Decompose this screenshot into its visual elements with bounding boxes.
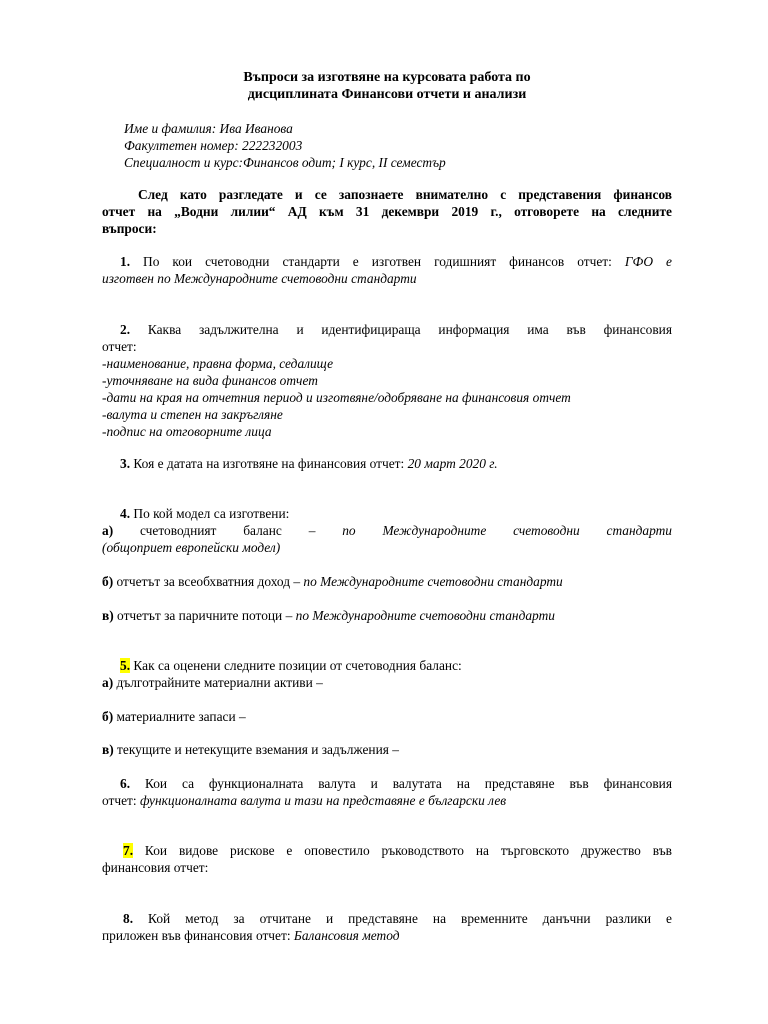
sub-item-label: в): [102, 742, 114, 757]
question-text: Кой метод за отчитане и представяне на временните данъчни разлики е: [133, 911, 672, 926]
answer-text: ГФО е: [624, 254, 672, 269]
question-8-line-1: [102, 910, 672, 927]
question-3-line-1: [102, 455, 672, 472]
title-line-2: дисциплината Финансови отчети и анализи: [247, 87, 527, 102]
question-1: [102, 253, 672, 287]
intro-line-1: След като разгледате и се запознаете внимателно с представения финансов: [138, 187, 672, 202]
question-4-a-line-1: [102, 522, 672, 539]
question-2: [102, 321, 672, 440]
intro-paragraph: [102, 186, 672, 237]
sub-item-text: отчетът за всеобхватния доход –: [113, 574, 304, 589]
question-3: [102, 455, 672, 472]
question-text: Кои са функционалната валута и валутата на представяне във финансовия: [130, 776, 672, 791]
question-5-c: [102, 741, 672, 758]
sub-item-text: текущите и нетекущите вземания и задължения –: [113, 742, 399, 757]
question-8: [102, 910, 672, 944]
question-4-line-1: [102, 505, 672, 522]
answer-text: 20 март 2020 г.: [407, 456, 498, 471]
question-6-line-2: [102, 792, 672, 809]
title-line-1: Въпроси за изготвяне на курсовата работа по: [243, 70, 531, 85]
sub-item-label: а): [102, 523, 114, 538]
question-number: 5.: [120, 658, 131, 673]
question-4-c: [102, 607, 672, 624]
answer-text: по Международните счетоводни стандарти: [295, 608, 555, 623]
question-text: По кои счетоводни стандарти е изготвен годишният финансов отчет:: [130, 254, 625, 269]
answer-text: по Международните счетоводни стандарти: [342, 523, 672, 538]
list-item: -валута и степен на закръгляне: [102, 407, 283, 422]
question-1-line-1: [102, 253, 672, 270]
question-5-line-1: [102, 657, 672, 674]
question-text: Как са оценени следните позиции от счетоводния баланс:: [130, 658, 462, 673]
answer-text: функционалната валута и тази на представяне е български лев: [139, 793, 507, 808]
question-6: [102, 775, 672, 809]
question-4-b: [102, 573, 672, 590]
list-item: -подпис на отговорните лица: [102, 424, 272, 439]
question-text: Каква задължителна и идентифицираща информация има във финансовия: [130, 322, 672, 337]
list-item: -наименование, правна форма, седалище: [102, 356, 334, 371]
sub-item-label: а): [102, 675, 114, 690]
question-text: По кой модел са изготвени:: [130, 506, 290, 521]
page-title: [102, 69, 672, 103]
student-info: [124, 120, 672, 171]
question-number: 7.: [123, 843, 134, 858]
question-8-line-2: [102, 927, 672, 944]
question-7-line-1: [102, 842, 672, 859]
question-7: [102, 842, 672, 876]
question-text: приложен във финансовия отчет:: [102, 928, 294, 943]
answer-text: по Международните счетоводни стандарти: [303, 574, 563, 589]
question-4: [102, 505, 672, 556]
question-5-a: [102, 674, 672, 691]
sub-item-label: в): [102, 608, 114, 623]
question-text: отчет:: [102, 339, 137, 354]
question-number: 4.: [120, 506, 131, 521]
list-item: -уточняване на вида финансов отчет: [102, 373, 318, 388]
answer-text: изготвен по Международните счетоводни стандарти: [102, 271, 417, 286]
question-6-line-1: [102, 775, 672, 792]
sub-item-text: отчетът за паричните потоци –: [113, 608, 296, 623]
sub-item-text: материалните запаси –: [113, 709, 246, 724]
question-2-line-1: [102, 321, 672, 338]
answer-text: Балансовия метод: [293, 928, 400, 943]
question-text: финансовия отчет:: [102, 860, 209, 875]
list-item: -дати на края на отчетния период и изготвяне/одобряване на финансовия отчет: [102, 390, 571, 405]
question-5: [102, 657, 672, 691]
intro-line-3: въпроси:: [102, 221, 157, 236]
student-name: Име и фамилия: Ива Иванова: [124, 121, 293, 136]
intro-line-2: отчет на „Водни лилии“ АД към 31 декември 2019 г., отговорете на следните: [102, 204, 672, 219]
question-number: 3.: [120, 456, 131, 471]
answer-text: (общоприет европейски модел): [102, 540, 281, 555]
question-number: 8.: [123, 911, 134, 926]
question-number: 6.: [120, 776, 131, 791]
question-text: отчет:: [102, 793, 140, 808]
specialty: Специалност и курс:Финансов одит; I курс, II семестър: [124, 155, 446, 170]
faculty-number: Факултетен номер: 222232003: [124, 138, 303, 153]
question-number: 2.: [120, 322, 131, 337]
question-number: 1.: [120, 254, 131, 269]
sub-item-label: б): [102, 709, 114, 724]
question-text: Кои видове рискове е оповестило ръководството на търговското дружество във: [133, 843, 672, 858]
sub-item-text: счетоводният баланс –: [113, 523, 343, 538]
question-text: Коя е датата на изготвяне на финансовия отчет:: [130, 456, 408, 471]
sub-item-label: б): [102, 574, 114, 589]
sub-item-text: дълготрайните материални активи –: [113, 675, 323, 690]
question-5-b: [102, 708, 672, 725]
